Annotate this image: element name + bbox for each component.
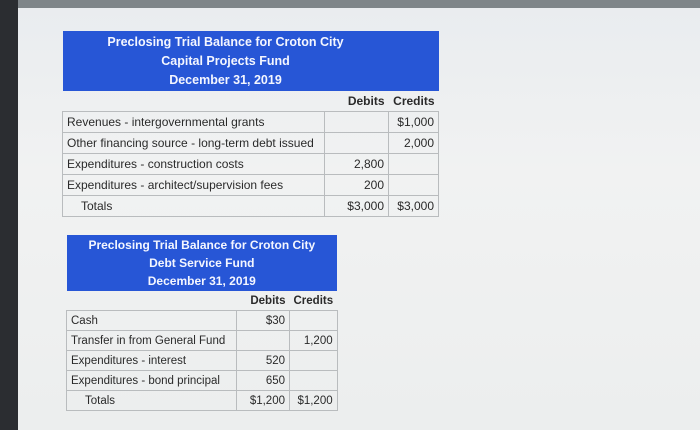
total-debits: $3,000 bbox=[325, 196, 389, 217]
top-border bbox=[18, 0, 700, 8]
credit-cell: $1,000 bbox=[389, 112, 439, 133]
credit-cell: 2,000 bbox=[389, 133, 439, 154]
account-label: Expenditures - interest bbox=[67, 351, 237, 371]
table-row bbox=[67, 331, 338, 351]
table-row bbox=[67, 371, 338, 391]
debit-cell bbox=[237, 331, 290, 351]
debt-date: December 31, 2019 bbox=[147, 274, 256, 288]
totals-row bbox=[67, 391, 338, 411]
debit-cell bbox=[325, 133, 389, 154]
table-row bbox=[63, 175, 439, 196]
totals-label: Totals bbox=[63, 196, 325, 217]
debt-title: Preclosing Trial Balance for Croton City bbox=[88, 238, 316, 252]
totals-row bbox=[63, 196, 439, 217]
debit-cell: 520 bbox=[237, 351, 290, 371]
capital-debits-header: Debits bbox=[347, 94, 385, 108]
total-credits: $3,000 bbox=[389, 196, 439, 217]
credit-cell bbox=[389, 175, 439, 196]
debit-cell: $30 bbox=[237, 311, 290, 331]
capital-title: Preclosing Trial Balance for Croton City bbox=[107, 34, 344, 49]
debt-title-block bbox=[67, 235, 338, 291]
total-debits: $1,200 bbox=[237, 391, 290, 411]
account-label: Expenditures - architect/supervision fees bbox=[63, 175, 325, 196]
debt-fund-name: Debt Service Fund bbox=[149, 256, 255, 270]
debit-cell: 200 bbox=[325, 175, 389, 196]
debt-debits-header: Debits bbox=[250, 294, 286, 307]
account-label: Revenues - intergovernmental grants bbox=[63, 112, 325, 133]
totals-label: Totals bbox=[67, 391, 237, 411]
debt-service-trial-balance bbox=[66, 235, 338, 411]
capital-title-block bbox=[63, 31, 389, 91]
table-row bbox=[63, 112, 439, 133]
total-credits: $1,200 bbox=[290, 391, 338, 411]
debit-cell bbox=[325, 112, 389, 133]
account-label: Transfer in from General Fund bbox=[67, 331, 237, 351]
credit-cell bbox=[290, 371, 338, 391]
table-row bbox=[67, 351, 338, 371]
account-label: Other financing source - long-term debt issued bbox=[63, 133, 325, 154]
credit-cell bbox=[389, 154, 439, 175]
capital-projects-trial-balance bbox=[62, 31, 439, 217]
worksheet-page bbox=[18, 0, 700, 430]
account-label: Cash bbox=[67, 311, 237, 331]
credit-cell bbox=[290, 351, 338, 371]
account-label: Expenditures - construction costs bbox=[63, 154, 325, 175]
capital-fund-name: Capital Projects Fund bbox=[161, 53, 290, 68]
debt-credits-header: Credits bbox=[293, 294, 334, 307]
table-row bbox=[63, 133, 439, 154]
debit-cell: 2,800 bbox=[325, 154, 389, 175]
debit-cell: 650 bbox=[237, 371, 290, 391]
credit-cell: 1,200 bbox=[290, 331, 338, 351]
table-row bbox=[63, 154, 439, 175]
account-label: Expenditures - bond principal bbox=[67, 371, 237, 391]
table-row bbox=[67, 311, 338, 331]
credit-cell bbox=[290, 311, 338, 331]
capital-date: December 31, 2019 bbox=[169, 72, 282, 87]
capital-credits-header: Credits bbox=[393, 94, 435, 108]
